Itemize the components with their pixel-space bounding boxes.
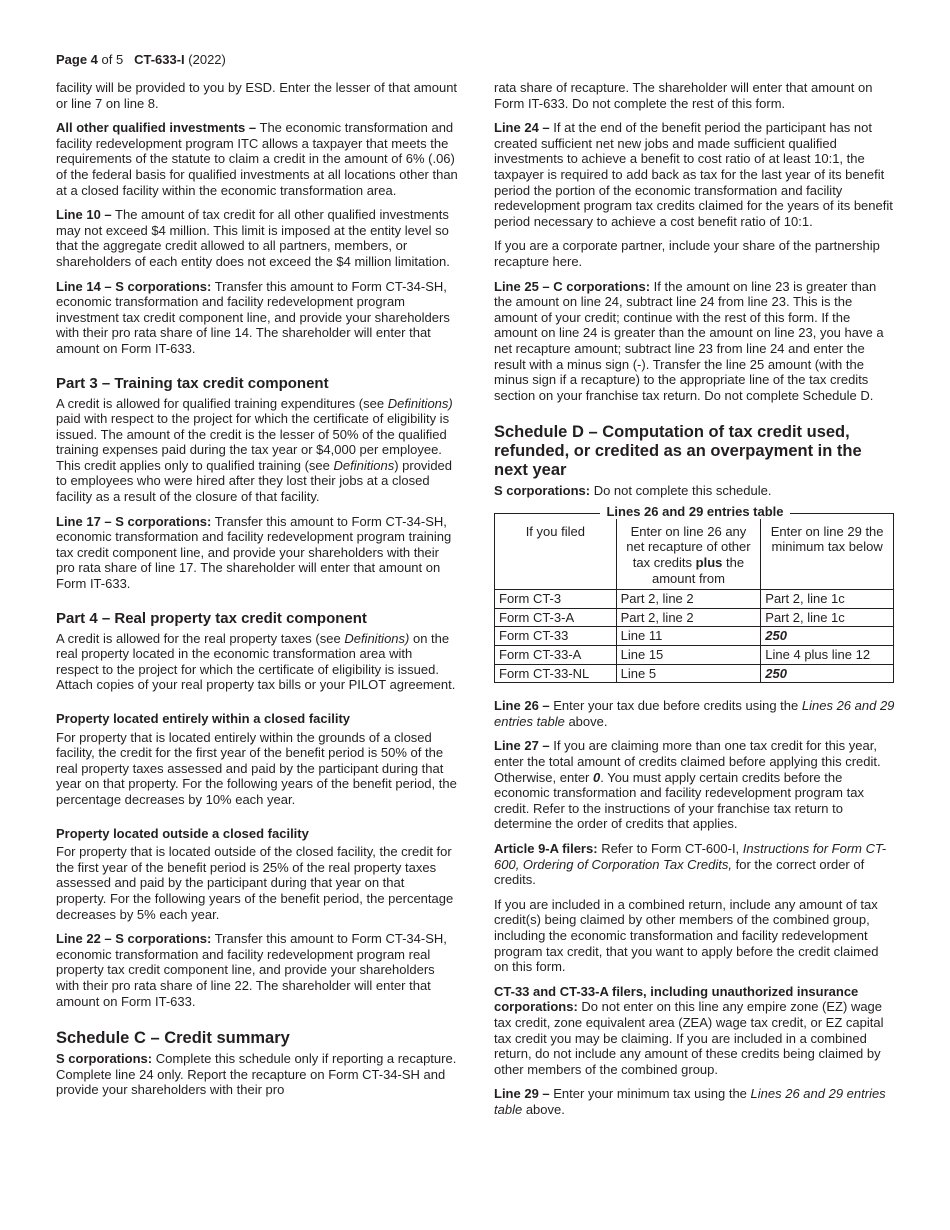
run-in-heading: S corporations: (494, 483, 591, 499)
paragraph: rata share of recapture. The shareholder will enter that amount on Form IT-633. Do not complete the rest of this form. (494, 80, 873, 111)
table-cell: Part 2, line 2 (616, 608, 761, 627)
subsection-heading: Property located outside a closed facility (56, 825, 309, 841)
table-cell: 250 (761, 664, 894, 683)
paragraph: Line 26 – Enter your tax due before credits using the Lines 26 and 29 entries table above. (494, 698, 895, 729)
section-heading: Schedule D – Computation of tax credit used, refunded, or credited as an overpayment in the next year (494, 423, 862, 480)
run-in-heading: Line 10 – (56, 207, 112, 223)
paragraph: For property that is located entirely within the grounds of a closed facility, the credit for the first year of the benefit period is 50% of the real property taxes assessed and paid by the participant during that year on that property. For the following years of the benefit period, the percentage decreases by 10% each year. (56, 729, 457, 807)
paragraph: facility will be provided to you by ESD. Enter the lesser of that amount or line 7 on line 8. (56, 80, 458, 111)
run-in-heading: Line 27 – (494, 738, 550, 754)
section-heading: Schedule C – Credit summary (56, 1029, 290, 1048)
run-in-heading: Line 26 – (494, 698, 550, 714)
entries-table (494, 513, 894, 683)
run-in-heading: Article 9-A filers: (494, 840, 598, 856)
table-cell: Form CT-33-A (495, 646, 617, 665)
table-cell: Line 15 (616, 646, 761, 665)
table-cell: Line 5 (616, 664, 761, 683)
right-column (494, 80, 896, 1126)
form-year: (2022) (188, 52, 226, 67)
table-cell: Form CT-3 (495, 590, 617, 609)
run-in-heading: Line 24 – (494, 120, 550, 136)
paragraph: Line 29 – Enter your minimum tax using the Lines 26 and 29 entries table above. (494, 1086, 886, 1117)
run-in-heading: CT-33 and CT-33-A filers, including unauthorized insurance corporations: (494, 983, 859, 1015)
subsection-heading: Property located entirely within a closed facility (56, 711, 351, 726)
table-header-row (495, 513, 894, 589)
paragraph: Line 27 – If you are claiming more than one tax credit for this year, enter the total amount of credits claimed before applying this credit. Otherwise, enter 0. You must apply certain credits before the economic transformation and facility redevelopment program tax credit. Refer to the instructions of your franchise tax return to determine the order of credits that applies. (494, 738, 881, 832)
section-heading: Part 3 – Training tax credit component (56, 374, 329, 392)
paragraph: CT-33 and CT-33-A filers, including unauthorized insurance corporations: Do not enter on this line any empire zone (EZ) wage tax credit, zone equivalent area (ZEA) wage tax credit, or EZ capital tax credit you may be claiming. If you are included in a combined return, do not include any amount of these credits being claimed by other members of the combined group. (494, 983, 884, 1077)
paragraph: Line 22 – S corporations: Transfer this amount to Form CT-34-SH, economic transformation and facility redevelopment program real property tax credit component line, and provide your shareholders with their pro rata share of line 22. The shareholder will enter that amount on Form IT-633. (56, 931, 447, 1009)
page-header (56, 52, 226, 68)
run-in-heading: Line 29 – (494, 1086, 550, 1102)
paragraph: S corporations: Complete this schedule only if reporting a recapture. Complete line 24 only. Report the recapture on Form CT-34-SH and provide your shareholders with their pro (56, 1051, 457, 1098)
paragraph: Line 24 – If at the end of the benefit period the participant has not created sufficient net new jobs and made sufficient qualified investments to achieve a benefit to cost ratio of at least 10:1, the taxpayer is required to add back as tax for the last year of its benefit period the portion of the economic transformation and facility redevelopment program tax credits claimed for the years of its benefit period necessary to achieve a cost benefit ratio of 10:1. (494, 120, 893, 229)
table-caption: Lines 26 and 29 entries table (494, 504, 896, 519)
form-id: CT-633-I (134, 52, 185, 67)
page-total: of 5 (101, 52, 124, 67)
table-cell: Line 11 (616, 627, 761, 646)
entries-table-wrapper (494, 503, 896, 683)
run-in-heading: Line 17 – S corporations: (56, 513, 212, 529)
paragraph: If you are a corporate partner, include your share of the partnership recapture here. (494, 238, 880, 269)
table-row (495, 664, 894, 683)
table-cell: Form CT-33-NL (495, 664, 617, 683)
run-in-heading: All other qualified investments – (56, 120, 257, 136)
table-cell: Part 2, line 1c (761, 608, 894, 627)
paragraph: All other qualified investments – The economic transformation and facility redevelopment program ITC allows a taxpayer that meets the requirements of the statute to claim a credit in the amount of 6% (.06) of the federal basis for qualified investments at all locations other than at a closed facility within the economic transformation area. (56, 120, 458, 198)
paragraph: A credit is allowed for qualified training expenditures (see Definitions) paid with respect to the project for which the certificate of eligibility is issued. The amount of the credit is the lesser of 50% of the qualified training expenses paid during the tax year or $4,000 per employee. This credit applies only to qualified training (see Definitions) provided to employees who were hired after they lost their jobs at a closed facility as a result of the closure of that facility. (56, 395, 453, 505)
paragraph: Line 14 – S corporations: Transfer this amount to Form CT-34-SH, economic transformation and facility redevelopment program investment tax credit component line, and provide your shareholders with their pro rata share of line 14. The shareholder will enter that amount on Form IT-633. (56, 278, 450, 356)
section-heading: Part 4 – Real property tax credit component (56, 609, 367, 627)
table-header-cell: If you filed (495, 513, 617, 589)
run-in-heading: S corporations: (56, 1051, 153, 1067)
table-header-cell: Enter on line 26 any net recapture of other tax credits plus the amount from (616, 513, 761, 589)
table-row (495, 627, 894, 646)
table-row (495, 608, 894, 627)
table-row (495, 590, 894, 609)
paragraph: Article 9-A filers: Refer to Form CT-600-I, Instructions for Form CT-600, Ordering of Corporation Tax Credits, for the correct order of credits. (494, 840, 887, 888)
table-cell: Form CT-3-A (495, 608, 617, 627)
paragraph: If you are included in a combined return, include any amount of tax credit(s) being claimed by other members of the combined group, including the economic transformation and facility redevelopment program tax credit, that you want to apply before the credit claimed on this form. (494, 896, 879, 975)
paragraph: Line 25 – C corporations: If the amount on line 23 is greater than the amount on line 24, subtract line 24 from line 23. This is the amount of your credit; continue with the rest of this form. If the amount on line 24 is greater than the amount on line 23, you have a net recapture amount; subtract line 23 from line 24 and enter the result with a minus sign (-). Transfer the line 25 amount (with the minus sign if a recapture) to the appropriate line of the tax credits section on your franchise tax return. Do not complete Schedule D. (494, 278, 884, 403)
paragraph: Line 10 – The amount of tax credit for all other qualified investments may not exceed $4 million. This limit is imposed at the entity level so that the aggregate credit allowed to all partners, members, or shareholders of each entity does not exceed the $4 million limitation. (56, 207, 450, 269)
table-cell: Part 2, line 1c (761, 590, 894, 609)
run-in-heading: Line 25 – C corporations: (494, 278, 651, 294)
table-header-cell: Enter on line 29 the minimum tax below (761, 513, 894, 589)
paragraph: Line 17 – S corporations: Transfer this amount to Form CT-34-SH, economic transformation and facility redevelopment program training tax credit component line, and provide your shareholders with their pro rata share of line 17. The shareholder will enter that amount on Form IT-633. (56, 513, 452, 592)
table-cell: 250 (761, 627, 894, 646)
table-cell: Part 2, line 2 (616, 590, 761, 609)
page-number: Page 4 (56, 52, 98, 67)
paragraph: S corporations: Do not complete this schedule. (494, 483, 772, 499)
left-column (56, 80, 458, 1107)
paragraph: For property that is located outside of the closed facility, the credit for the first year of the benefit period is 25% of the real property taxes assessed and paid by the participant during that year on that property. For the following years of the benefit period, the percentage decreases by 5% each year. (56, 844, 454, 922)
table-cell: Form CT-33 (495, 627, 617, 646)
paragraph: A credit is allowed for the real property taxes (see Definitions) on the real property located in the economic transformation area with respect to the project for which the certificate of eligibility is issued. Attach copies of your real property tax bills or your PILOT agreement. (56, 630, 456, 693)
run-in-heading: Line 22 – S corporations: (56, 931, 212, 947)
table-row (495, 646, 894, 665)
table-cell: Line 4 plus line 12 (761, 646, 894, 665)
run-in-heading: Line 14 – S corporations: (56, 278, 212, 294)
